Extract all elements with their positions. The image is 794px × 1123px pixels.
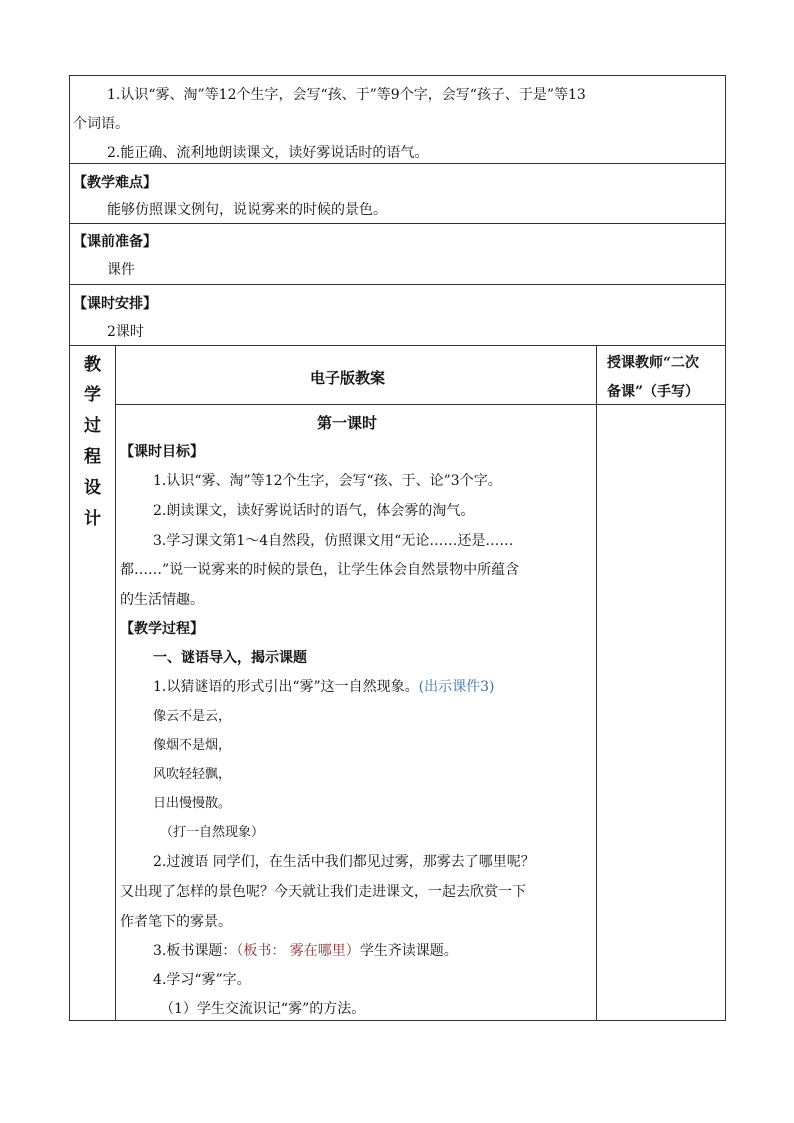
lesson-title: 第一课时 xyxy=(317,414,378,432)
objective-1: 1.认识“雾、淘”等12个生字，会写“孩、于”等9个字，会写“孩子、于是”等13 xyxy=(107,87,586,103)
header-main: 电子版教案 xyxy=(310,369,386,387)
header-right-line1: 授课教师“二次 xyxy=(607,355,700,371)
divider xyxy=(115,346,116,1020)
divider xyxy=(115,404,725,405)
process-section xyxy=(70,346,725,1020)
step-1-2-line1: 2.过渡语 同学们，在生活中我们都见过雾，那雾去了哪里呢？ xyxy=(153,854,535,870)
side-label-char: 学 xyxy=(84,385,101,405)
preparation-row xyxy=(70,224,725,285)
difficulty-text: 能够仿照课文例句，说说雾来的时候的景色。 xyxy=(107,202,387,218)
courseware-ref: (出示课件3) xyxy=(418,679,495,695)
goal-title: 【课时目标】 xyxy=(120,444,204,460)
preparation-text: 课件 xyxy=(107,262,135,278)
difficulty-title: 【教学难点】 xyxy=(73,175,157,191)
side-label-char: 计 xyxy=(84,509,101,529)
riddle-line: 日出慢慢散。 xyxy=(153,796,232,811)
objectives-row xyxy=(70,76,725,164)
riddle-line: 风吹轻轻飘， xyxy=(153,767,232,782)
schedule-text: 2课时 xyxy=(107,324,144,340)
goal-3-line1: 3.学习课文第1～4自然段，仿照课文用“无论……还是…… xyxy=(153,533,514,549)
step-1-1-text: 1.以猜谜语的形式引出“雾”这一自然现象。 xyxy=(153,679,419,695)
objective-1-cont: 个词语。 xyxy=(73,116,129,132)
riddle-line: 像烟不是烟， xyxy=(153,738,232,753)
board-writing: （板书： 雾在哪里） xyxy=(236,943,360,959)
steps-title: 【教学过程】 xyxy=(120,621,204,637)
goal-1: 1.认识“雾、淘”等12个生字，会写“孩、于、论”3个字。 xyxy=(153,473,502,489)
schedule-title: 【课时安排】 xyxy=(73,296,157,312)
step-1-2-line3: 作者笔下的雾景。 xyxy=(120,914,232,930)
step-1-2-line2: 又出现了怎样的景色呢？今天就让我们走进课文，一起去欣赏一下 xyxy=(120,884,526,900)
riddle-line: 像云不是云， xyxy=(153,709,232,724)
divider xyxy=(596,346,597,1020)
side-label-char: 过 xyxy=(84,416,101,436)
riddle-answer: （打一自然现象） xyxy=(160,825,265,840)
step-1-3 xyxy=(153,942,458,960)
side-label-char: 设 xyxy=(84,478,101,498)
difficulty-row xyxy=(70,164,725,224)
step-1-1 xyxy=(153,678,495,696)
step-1-3-end: 学生齐读课题。 xyxy=(359,943,458,959)
goal-3-line2: 都……”说一说雾来的时候的景色，让学生体会自然景物中所蕴含 xyxy=(120,562,520,578)
step-1-4-1: （1）学生交流识记“雾”的方法。 xyxy=(160,1001,366,1017)
step-1-title: 一、谜语导入，揭示课题 xyxy=(153,650,307,666)
objective-2: 2.能正确、流利地朗读课文，读好雾说话时的语气。 xyxy=(107,145,429,161)
side-label-char: 程 xyxy=(84,447,101,467)
header-right-line2: 备课”（手写） xyxy=(607,384,700,400)
preparation-title: 【课前准备】 xyxy=(73,234,157,250)
goal-2: 2.朗读课文，读好雾说话时的语气，体会雾的淘气。 xyxy=(153,503,475,519)
step-1-3-text: 3.板书课题： xyxy=(153,943,237,959)
goal-3-line3: 的生活情趣。 xyxy=(120,592,204,608)
step-1-4: 4.学习“雾”字。 xyxy=(153,972,251,988)
side-label-char: 教 xyxy=(84,355,101,375)
schedule-row xyxy=(70,285,725,346)
lesson-plan-table xyxy=(69,75,726,1021)
